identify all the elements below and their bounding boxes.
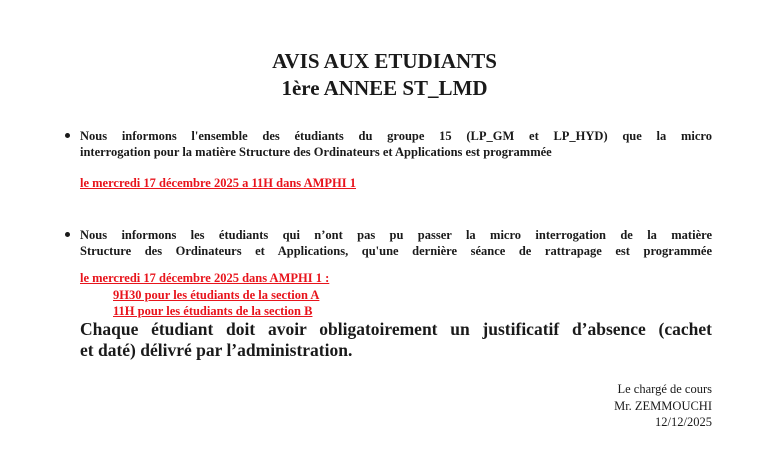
section-a-schedule: 9H30 pour les étudiants de la section A [113, 288, 320, 302]
notice-paragraph-1 [80, 128, 712, 160]
bullet-icon [65, 232, 70, 237]
notice-title: AVIS AUX ETUDIANTS [272, 49, 497, 73]
requirement-line-1: Chaque étudiant doit avoir obligatoirement un justificatif d’absence (cachet [80, 319, 712, 339]
retake-date-highlight: le mercredi 17 décembre 2025 dans AMPHI 1 : [80, 271, 330, 285]
section-b-schedule: 11H pour les étudiants de la section B [113, 304, 313, 318]
requirement-line-2: et daté) délivré par l’administration. [80, 340, 353, 360]
signature-role: Le chargé de cours [617, 382, 712, 396]
signature-name: Mr. ZEMMOUCHI [614, 399, 712, 413]
signature-date: 12/12/2025 [655, 415, 712, 429]
bullet-icon [65, 133, 70, 138]
exam-date-highlight: le mercredi 17 décembre 2025 a 11H dans AMPHI 1 [80, 176, 357, 190]
notice-2-line-1: Nous informons les étudiants qui n’ont pas pu passer la micro interrogation de la matière [80, 228, 712, 242]
notice-1-line-1: Nous informons l'ensemble des étudiants du groupe 15 (LP_GM et LP_HYD) que la micro [80, 129, 712, 143]
justification-requirement [80, 319, 712, 361]
notice-paragraph-2 [80, 227, 712, 259]
notice-2-line-2: Structure des Ordinateurs et Applications, qu'une dernière séance de rattrapage est programmée [80, 244, 712, 258]
notice-1-line-2: interrogation pour la matière Structure des Ordinateurs et Applications est programmée [80, 145, 552, 159]
notice-subtitle: 1ère ANNEE ST_LMD [281, 76, 488, 100]
